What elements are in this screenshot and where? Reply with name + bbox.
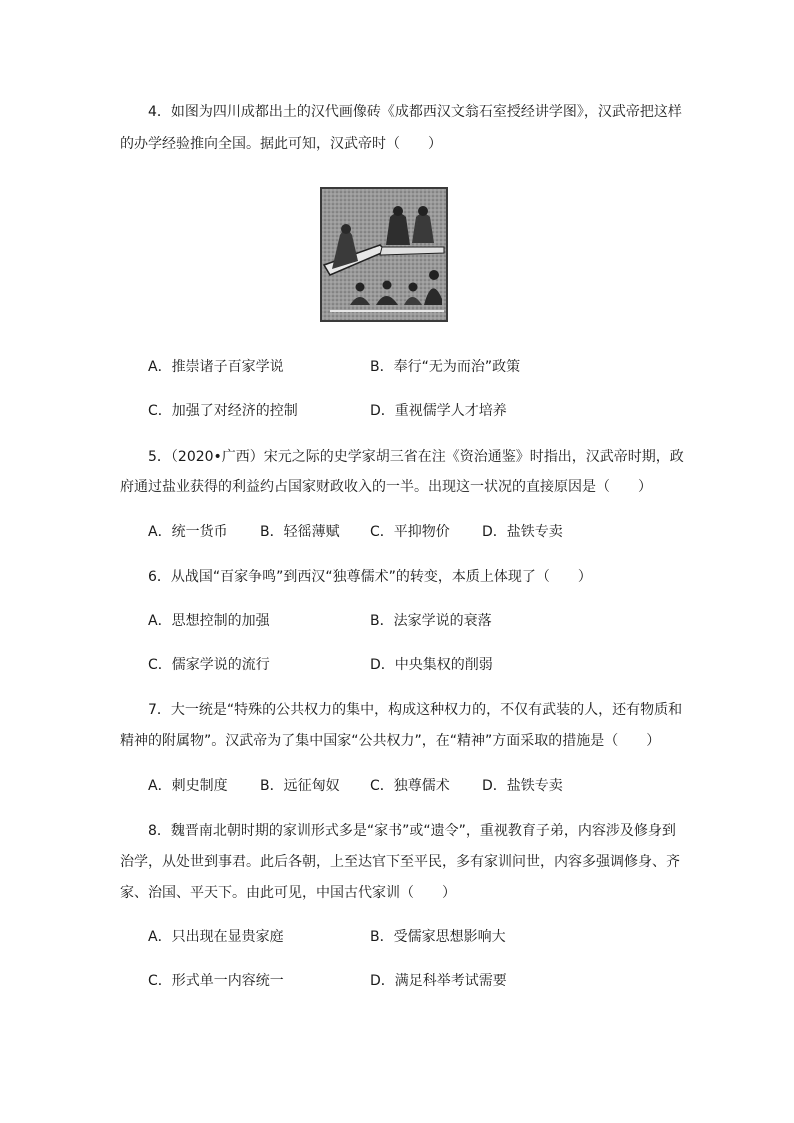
- question-7-option-d[interactable]: D．盐铁专卖: [482, 778, 563, 794]
- question-7-option-a[interactable]: A．刺史制度: [148, 778, 228, 794]
- question-4-option-c[interactable]: C．加强了对经济的控制: [148, 403, 298, 419]
- question-5-option-a[interactable]: A．统一货币: [148, 524, 228, 540]
- question-5-stem-line-1: 5．（2020•广西）宋元之际的史学家胡三省在注《资治通鉴》时指出，汉武帝时期，政: [148, 449, 684, 465]
- question-8-option-b[interactable]: B．受儒家思想影响大: [370, 929, 506, 945]
- question-6-option-b[interactable]: B．法家学说的衰落: [370, 613, 492, 629]
- question-8-option-d[interactable]: D．满足科举考试需要: [370, 973, 507, 989]
- question-7-option-b[interactable]: B．远征匈奴: [260, 778, 340, 794]
- question-7-stem-line-2: 精神的附属物”。汉武帝为了集中国家“公共权力”，在“精神”方面采取的措施是（ ）: [120, 733, 661, 749]
- question-4-option-d[interactable]: D．重视儒学人才培养: [370, 403, 507, 419]
- question-6-option-c[interactable]: C．儒家学说的流行: [148, 657, 270, 673]
- question-4-stem-line-2: 的办学经验推向全国。据此可知，汉武帝时（ ）: [120, 136, 442, 152]
- question-8-option-a[interactable]: A．只出现在显贵家庭: [148, 929, 284, 945]
- question-5-stem-line-2: 府通过盐业获得的利益约占国家财政收入的一半。出现这一状况的直接原因是（ ）: [120, 479, 652, 495]
- question-8-stem-line-2: 治学，从处世到事君。此后各朝，上至达官下至平民，多有家训问世，内容多强调修身、齐: [120, 854, 680, 870]
- question-6-option-a[interactable]: A．思想控制的加强: [148, 613, 270, 629]
- question-8-stem-line-1: 8．魏晋南北朝时期的家训形式多是“家书”或“遗令”，重视教育子弟，内容涉及修身到: [148, 823, 676, 839]
- question-8-stem-line-3: 家、治国、平天下。由此可见，中国古代家训（ ）: [120, 885, 456, 901]
- question-7-option-c[interactable]: C．独尊儒术: [370, 778, 450, 794]
- question-4-option-b[interactable]: B．奉行“无为而治”政策: [370, 359, 521, 375]
- question-4-stem-line-1: 4．如图为四川成都出土的汉代画像砖《成都西汉文翁石室授经讲学图》，汉武帝把这样: [148, 104, 682, 120]
- question-4-option-a[interactable]: A．推崇诸子百家学说: [148, 359, 284, 375]
- question-5-option-d[interactable]: D．盐铁专卖: [482, 524, 563, 540]
- question-6-stem-line-1: 6．从战国“百家争鸣”到西汉“独尊儒术”的转变，本质上体现了（ ）: [148, 569, 592, 585]
- question-5-option-b[interactable]: B．轻徭薄赋: [260, 524, 340, 540]
- han-brick-relief-image: [320, 187, 448, 322]
- question-7-stem-line-1: 7．大一统是“特殊的公共权力的集中，构成这种权力的，不仅有武装的人，还有物质和: [148, 702, 683, 718]
- question-6-option-d[interactable]: D．中央集权的削弱: [370, 657, 493, 673]
- question-8-option-c[interactable]: C．形式单一内容统一: [148, 973, 284, 989]
- question-5-option-c[interactable]: C．平抑物价: [370, 524, 450, 540]
